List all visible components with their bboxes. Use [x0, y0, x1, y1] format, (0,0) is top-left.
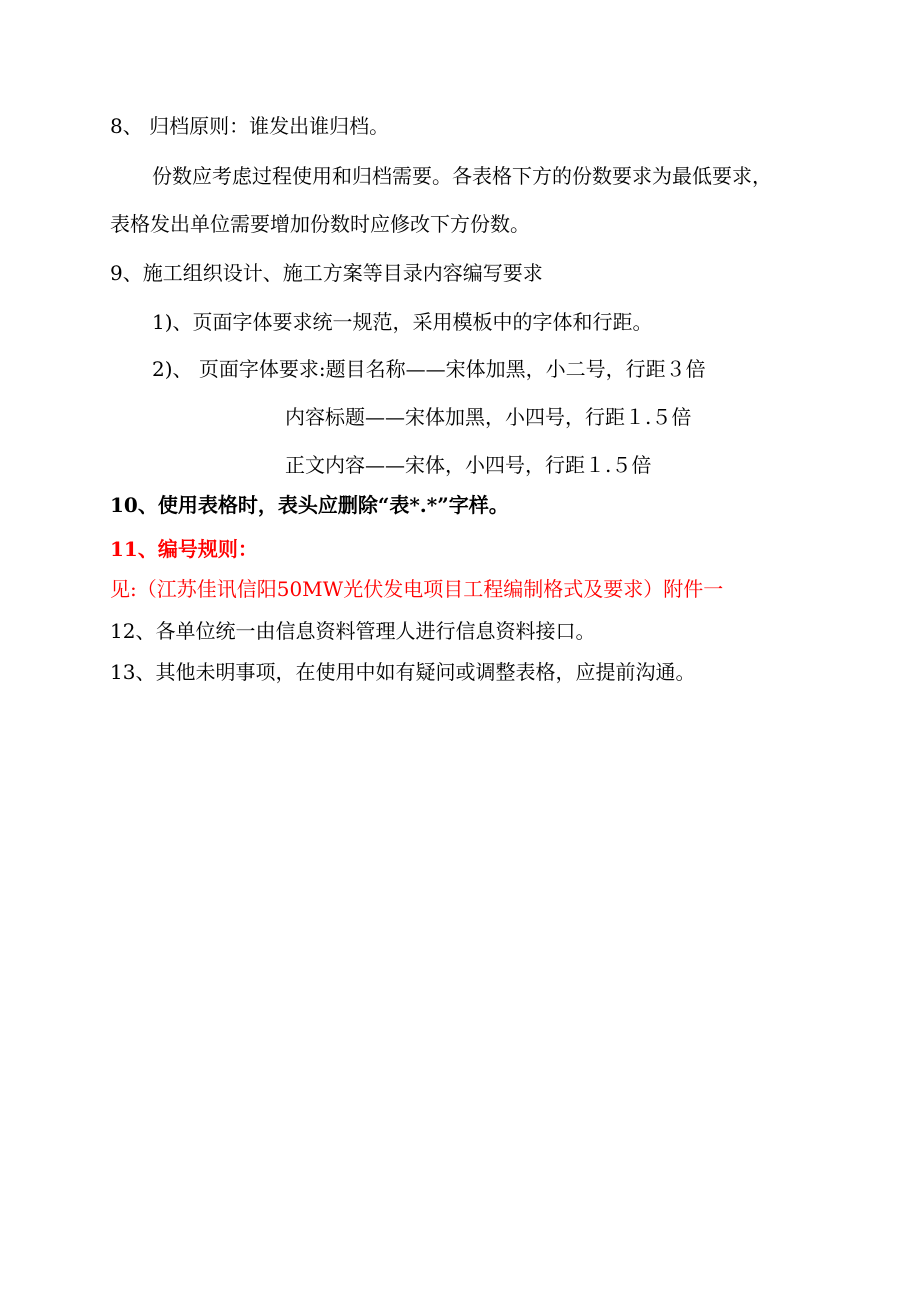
- line-item-9: 9、施工组织设计、施工方案等目录内容编写要求: [110, 261, 543, 285]
- sub-item-2: 2)、 页面字体要求:题目名称——宋体加黑，小二号，行距３倍: [152, 357, 706, 381]
- sub-item-2-content-title: 内容标题——宋体加黑，小四号，行距１.５倍: [285, 405, 692, 429]
- line-item-10: 10、使用表格时，表头应删除“表*.*”字样。: [110, 493, 509, 517]
- line-item-8: 8、 归档原则：谁发出谁归档。: [110, 114, 390, 138]
- sub-item-1: 1)、页面字体要求统一规范，采用模板中的字体和行距。: [152, 310, 653, 334]
- line-item-11-title: 11、编号规则：: [110, 537, 258, 561]
- line-item-13: 13、其他未明事项，在使用中如有疑问或调整表格，应提前沟通。: [110, 660, 696, 684]
- paragraph-copies-line-2: 表格发出单位需要增加份数时应修改下方份数。: [110, 212, 530, 236]
- sub-item-2-body-text: 正文内容——宋体，小四号，行距１.５倍: [285, 453, 652, 477]
- line-item-11-reference: 见:（江苏佳讯信阳50MW光伏发电项目工程编制格式及要求）附件一: [110, 577, 724, 601]
- paragraph-copies-line-1: 份数应考虑过程使用和归档需要。各表格下方的份数要求为最低要求，: [152, 164, 772, 188]
- line-item-12: 12、各单位统一由信息资料管理人进行信息资料接口。: [110, 619, 596, 643]
